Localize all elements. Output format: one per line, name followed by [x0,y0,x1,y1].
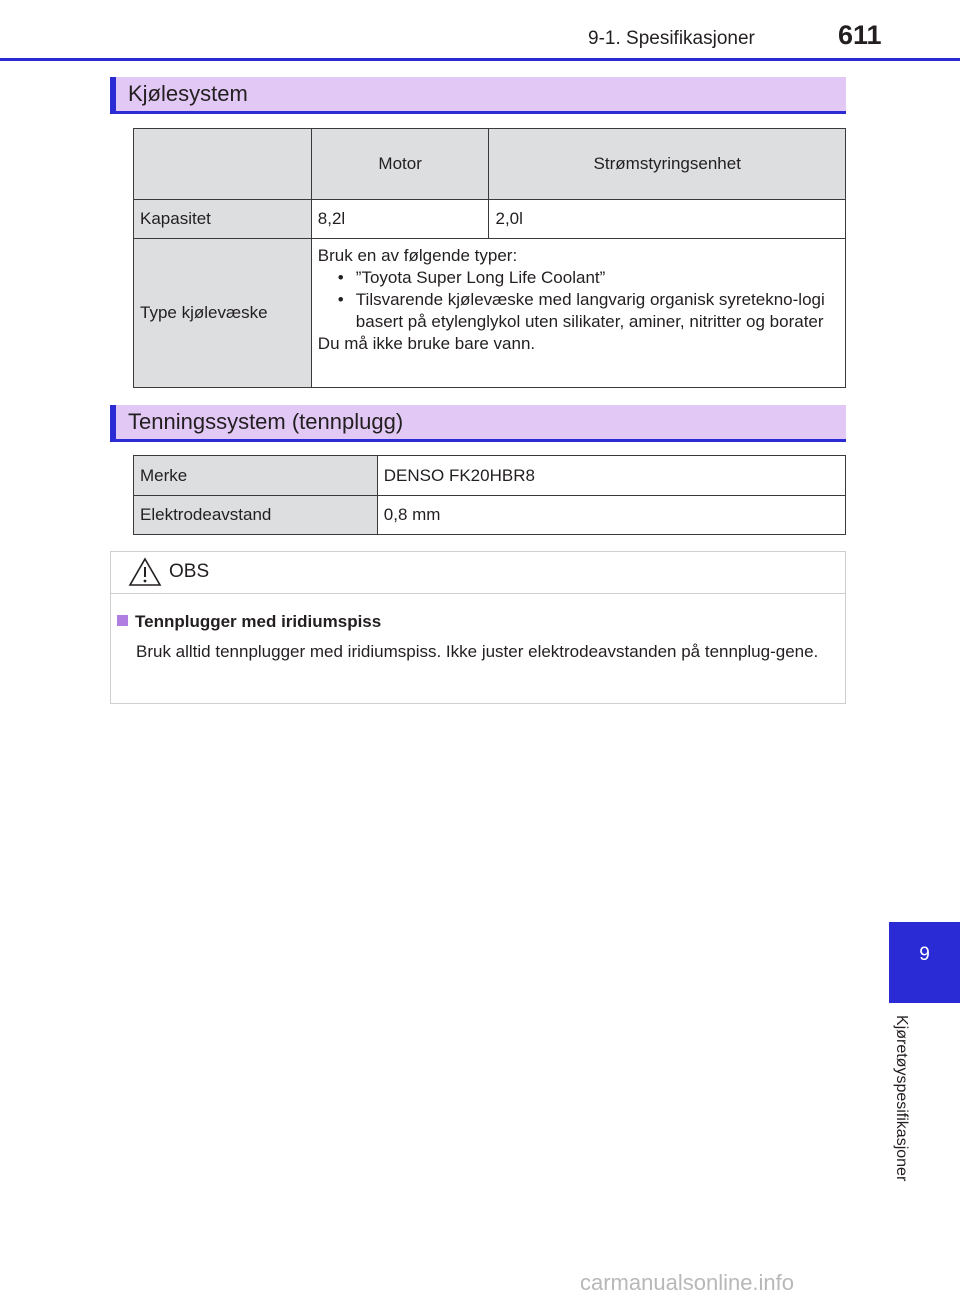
brand-value: DENSO FK20HBR8 [377,456,845,496]
cooling-section-title: Kjølesystem [128,81,248,106]
capacity-pcu-value: 2,0l [489,200,846,239]
chapter-number: 9 [919,944,930,965]
electrode-gap-label: Elektrodeavstand [134,496,378,535]
warning-icon [128,557,162,587]
table-row [134,496,846,535]
cooling-section-header [110,77,846,114]
coolant-intro: Bruk en av følgende typer: [317,246,518,265]
page-number: 611 [838,20,882,50]
obs-header [111,552,845,594]
electrode-gap-value: 0,8 mm [377,496,845,535]
chapter-label: Kjøretøyspesifikasjoner [893,1015,910,1182]
obs-item-heading [117,612,381,632]
list-item [318,267,837,289]
header-power-control-unit: Strømstyringsenhet [489,129,846,200]
table-row [134,239,846,388]
cooling-table [133,128,846,388]
chapter-tab [889,922,960,1003]
coolant-option-1: ”Toyota Super Long Life Coolant” [355,268,606,287]
bullet-icon: • [337,268,344,287]
table-row [134,456,846,496]
header-empty-cell [134,129,312,200]
coolant-type-cell [311,239,845,388]
obs-notice-box [110,551,846,704]
obs-title: OBS [169,561,210,582]
section-accent [110,77,116,111]
brand-label: Merke [134,456,378,496]
ignition-table [133,455,846,535]
obs-item-title: Tennplugger med iridiumspiss [135,612,382,631]
coolant-type-label: Type kjølevæske [134,239,312,388]
capacity-motor-value: 8,2l [311,200,489,239]
header-divider [0,58,960,61]
list-item [318,289,837,333]
ignition-section-title: Tenningssystem (tennplugg) [128,409,404,434]
obs-item-text: Bruk alltid tennplugger med iridiumspiss. Ikke juster elektrodeavstanden på tennplug-gene. [136,642,819,661]
ignition-section-header [110,405,846,442]
square-bullet-icon [117,615,128,626]
header-section-title: 9-1. Spesifikasjoner [588,28,755,49]
bullet-icon: • [337,290,344,309]
section-accent [110,405,116,439]
watermark: carmanualsonline.info [580,1270,795,1295]
coolant-note: Du må ikke bruke bare vann. [317,334,536,353]
capacity-label: Kapasitet [134,200,312,239]
table-header-row [134,129,846,200]
coolant-option-2: Tilsvarende kjølevæske med langvarig organisk syretekno-logi basert på etylenglykol uten silikater, aminer, nitritter og borater [355,290,825,331]
table-row [134,200,846,239]
header-motor: Motor [311,129,489,200]
